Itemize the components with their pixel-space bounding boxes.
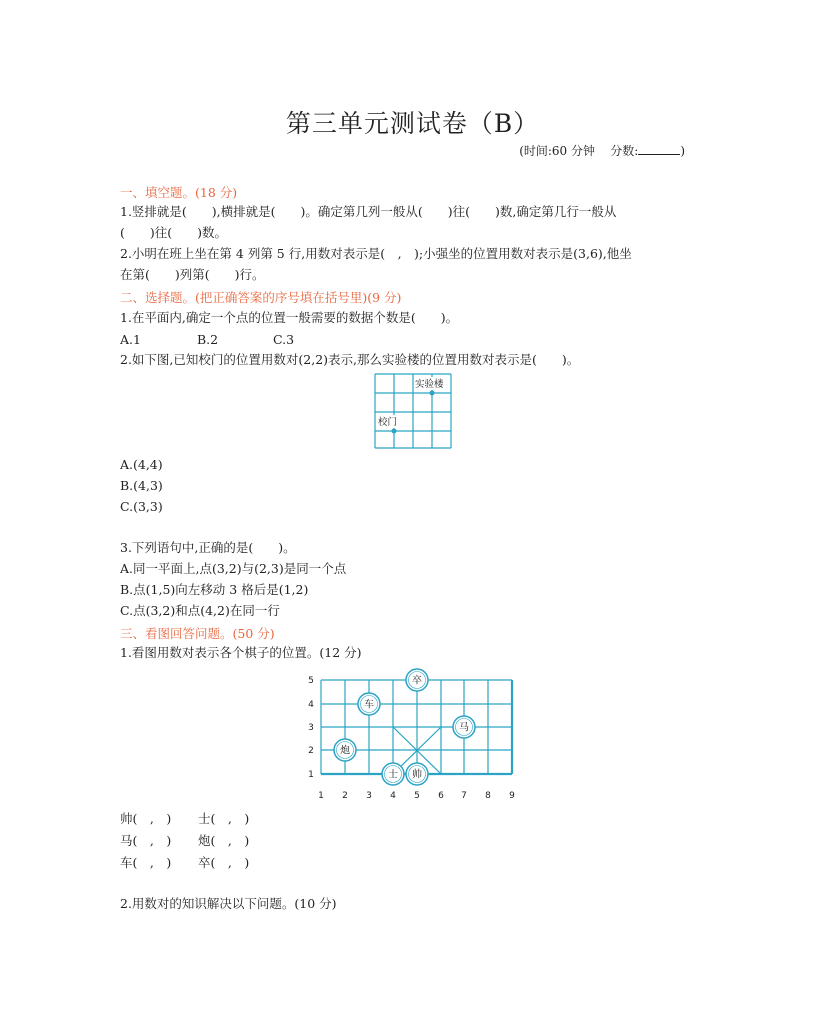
s2-q1-option-c: C.3 — [273, 332, 295, 347]
piece-label: 马 — [459, 722, 469, 734]
s2-q3-option-c: C.点(3,2)和点(4,2)在同一行 — [120, 603, 280, 618]
chess-board — [300, 668, 525, 803]
x-tick-4: 4 — [390, 791, 396, 801]
y-tick-1: 1 — [308, 770, 314, 780]
piece-label: 炮 — [340, 745, 350, 757]
s2-q2-option-c: C.(3,3) — [120, 499, 163, 514]
s2-q3: 3.下列语句中,正确的是( )。 — [120, 540, 296, 555]
x-tick-6: 6 — [438, 791, 444, 801]
s2-q2-option-a: A.(4,4) — [120, 457, 163, 472]
x-tick-5: 5 — [414, 791, 420, 801]
y-axis-ticks — [308, 676, 314, 780]
section2-heading: 二、选择题。(把正确答案的序号填在括号里)(9 分) — [120, 290, 402, 305]
chess-piece-1 — [358, 693, 380, 715]
s2-q1-option-b: B.2 — [197, 332, 219, 347]
y-tick-2: 2 — [308, 746, 314, 756]
x-tick-9: 9 — [509, 791, 515, 801]
s1-q2-line1: 2.小明在班上坐在第 4 列第 5 行,用数对表示是( , );小强坐的位置用数对表示是(3,6),他坐 — [120, 246, 632, 261]
answer-row-2 — [120, 833, 249, 849]
s2-q2-option-b: B.(4,3) — [120, 478, 163, 493]
s2-q2: 2.如下图,已知校门的位置用数对(2,2)表示,那么实验楼的位置用数对表示是( )。 — [120, 352, 580, 367]
section3-heading: 三、看图回答问题。(50 分) — [120, 626, 275, 641]
gate-label: 校门 — [378, 417, 398, 428]
y-tick-5: 5 — [308, 676, 314, 686]
s2-q3-option-a: A.同一平面上,点(3,2)与(2,3)是同一个点 — [120, 561, 347, 576]
answer-row-3 — [120, 855, 249, 871]
y-tick-3: 3 — [308, 723, 314, 733]
chess-piece-0 — [406, 669, 428, 691]
chess-piece-2 — [453, 716, 475, 738]
answer-row-1 — [120, 811, 249, 827]
answer-shuai: 帅( , ) — [120, 811, 172, 826]
piece-label: 卒 — [412, 675, 422, 687]
answer-pao: 炮( , ) — [198, 833, 250, 848]
s2-q1: 1.在平面内,确定一个点的位置一般需要的数据个数是( )。 — [120, 310, 459, 325]
x-tick-7: 7 — [461, 791, 467, 801]
s3-q2: 2.用数对的知识解决以下问题。(10 分) — [120, 896, 337, 911]
section1-heading: 一、填空题。(18 分) — [120, 185, 238, 200]
s1-q1-line2: ( )往( )数。 — [120, 225, 228, 240]
score-blank — [638, 142, 680, 155]
chess-piece-3 — [334, 739, 356, 761]
x-tick-1: 1 — [318, 791, 324, 801]
page-title: 第三单元测试卷（B） — [285, 109, 540, 138]
x-axis-ticks — [318, 791, 515, 801]
piece-label: 帅 — [412, 769, 422, 781]
campus-grid — [374, 373, 454, 451]
answer-ma: 马( , ) — [120, 833, 172, 848]
piece-label: 士 — [388, 769, 398, 781]
chess-piece-4 — [382, 763, 404, 785]
s3-q1: 1.看图用数对表示各个棋子的位置。(12 分) — [120, 645, 362, 660]
x-tick-8: 8 — [485, 791, 491, 801]
s2-q3-option-b: B.点(1,5)向左移动 3 格后是(1,2) — [120, 582, 309, 597]
answer-shi: 士( , ) — [198, 811, 250, 826]
time-label: (时间:60 分钟 — [519, 144, 595, 158]
answer-che: 车( , ) — [120, 855, 172, 870]
s1-q2-line2: 在第( )列第( )行。 — [120, 267, 265, 282]
y-tick-4: 4 — [308, 700, 314, 710]
score-label: 分数: — [610, 144, 639, 158]
gate-point — [392, 429, 397, 434]
lab-point — [430, 391, 435, 396]
exam-meta — [519, 142, 685, 159]
x-tick-2: 2 — [342, 791, 348, 801]
s1-q1-line1: 1.竖排就是( ),横排就是( )。确定第几列一般从( )往( )数,确定第几行一般从 — [120, 204, 617, 219]
chess-piece-5 — [406, 763, 428, 785]
s2-q1-option-a: A.1 — [120, 332, 141, 347]
piece-label: 车 — [364, 699, 374, 711]
meta-close: ) — [680, 144, 685, 158]
answer-zu: 卒( , ) — [198, 855, 250, 870]
x-tick-3: 3 — [366, 791, 372, 801]
lab-label: 实验楼 — [415, 379, 444, 390]
